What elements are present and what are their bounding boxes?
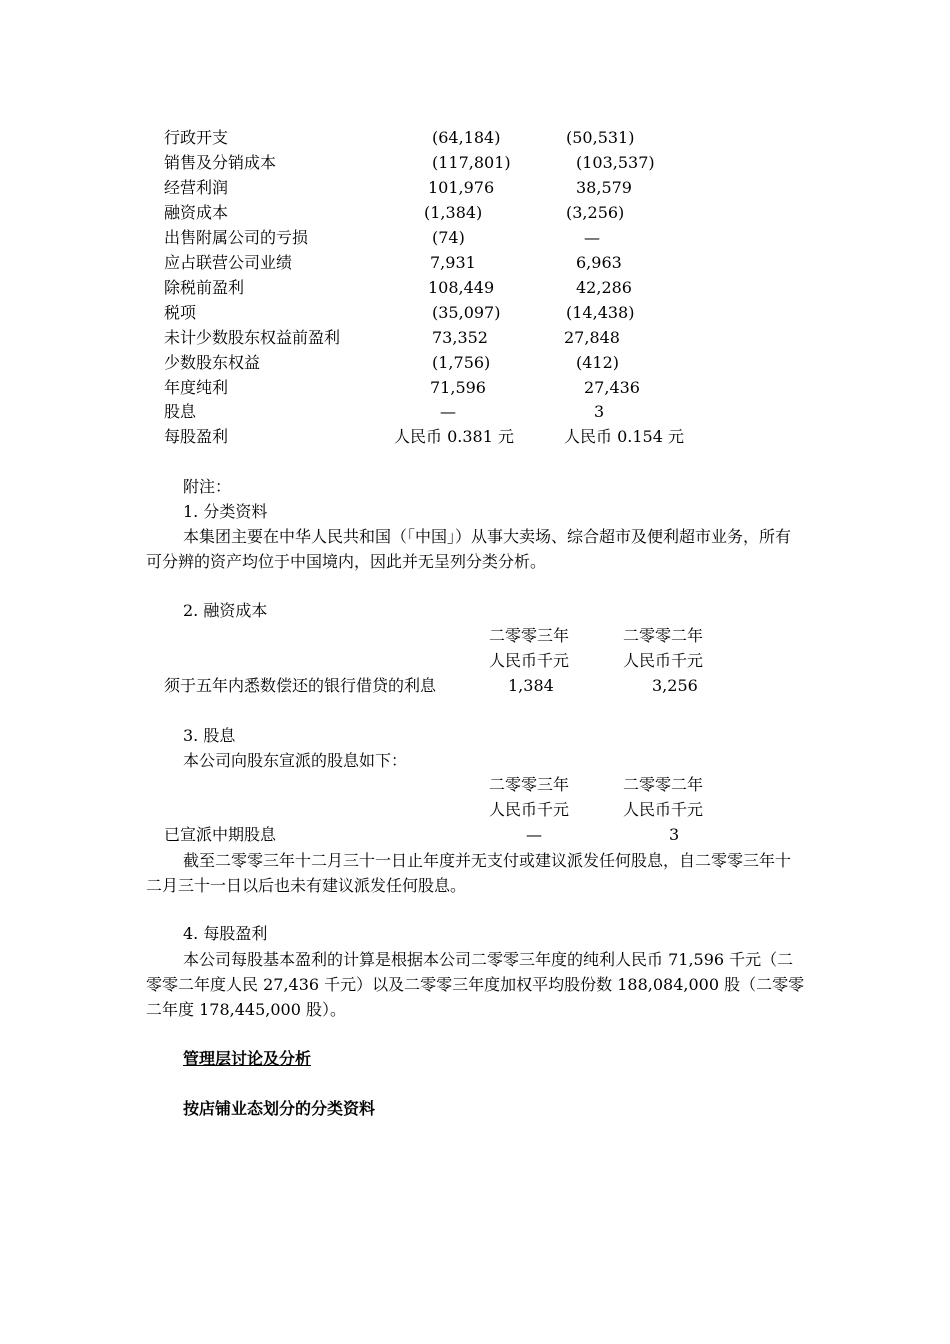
row-label-profit-before-tax: 除税前盈利 bbox=[164, 278, 245, 297]
note3-col-year-2003: 二零零三年 bbox=[489, 775, 570, 794]
row-value-2002: (50,531) bbox=[566, 128, 635, 147]
row-label-net-profit: 年度纯利 bbox=[164, 378, 229, 397]
row-value-2002: 38,579 bbox=[576, 178, 632, 197]
row-value-2002: 27,436 bbox=[584, 378, 640, 397]
row-value-2003: (1,756) bbox=[432, 353, 491, 372]
row-label-taxation: 税项 bbox=[164, 303, 197, 322]
row-label-share-of-associates: 应占联营公司业绩 bbox=[164, 253, 293, 272]
row-value-2002: (412) bbox=[576, 353, 620, 372]
note2-col-unit-2003: 人民币千元 bbox=[489, 651, 570, 670]
note3-paragraph: 截至二零零三年十二月三十一日止年度并无支付或建议派发任何股息，自二零零三年十二月三十一日以后也未有建议派发任何股息。 bbox=[146, 851, 792, 895]
row-label-minority-interests: 少数股东权益 bbox=[164, 353, 261, 372]
mdna-subtitle: 按店铺业态划分的分类资料 bbox=[183, 1099, 376, 1118]
row-value-2002: (103,537) bbox=[576, 153, 655, 172]
note2-col-year-2003: 二零零三年 bbox=[489, 626, 570, 645]
note3-value-2003: — bbox=[526, 825, 542, 844]
row-value-2003: 人民币 0.381 元 bbox=[394, 427, 514, 446]
row-value-2003: (117,801) bbox=[432, 153, 511, 172]
note3-row-label: 已宣派中期股息 bbox=[164, 825, 277, 844]
mdna-title: 管理层讨论及分析 bbox=[183, 1049, 312, 1068]
note3-col-year-2002: 二零零二年 bbox=[623, 775, 704, 794]
note3-col-unit-2002: 人民币千元 bbox=[623, 800, 704, 819]
row-value-2003: 73,352 bbox=[432, 328, 488, 347]
note3-col-unit-2003: 人民币千元 bbox=[489, 800, 570, 819]
row-value-2002: — bbox=[584, 228, 600, 247]
note3-value-2002: 3 bbox=[669, 825, 680, 844]
row-value-2003: 71,596 bbox=[430, 378, 486, 397]
row-value-2003: 101,976 bbox=[428, 178, 495, 197]
row-value-2003: 7,931 bbox=[430, 253, 476, 272]
note2-col-unit-2002: 人民币千元 bbox=[623, 651, 704, 670]
note4-paragraph: 本公司每股基本盈利的计算是根据本公司二零零三年度的纯利人民币 71,596 千元（二零零二年度人民 27,436 千元）以及二零零三年度加权平均股份数 188,084,000 股（二零零二年度 178,445,000 股）。 bbox=[146, 950, 805, 1019]
row-value-2003: (74) bbox=[432, 228, 465, 247]
row-label-loss-on-disposal: 出售附属公司的亏损 bbox=[164, 228, 309, 247]
row-label-dividends: 股息 bbox=[164, 402, 197, 421]
row-value-2003: (64,184) bbox=[432, 128, 501, 147]
row-label-finance-costs: 融资成本 bbox=[164, 203, 229, 222]
note2-heading: 2. 融资成本 bbox=[183, 601, 268, 620]
note3-intro: 本公司向股东宣派的股息如下： bbox=[183, 751, 408, 770]
row-value-2002: 3 bbox=[594, 402, 605, 421]
row-label-eps: 每股盈利 bbox=[164, 427, 229, 446]
note4-heading: 4. 每股盈利 bbox=[183, 924, 268, 943]
row-label-profit-before-minority: 未计少数股东权益前盈利 bbox=[164, 328, 341, 347]
row-value-2002: 42,286 bbox=[576, 278, 632, 297]
notes-title: 附注： bbox=[183, 477, 232, 496]
note1-paragraph: 本集团主要在中华人民共和国（「中国」）从事大卖场、综合超市及便利超市业务，所有可分辨的资产均位于中国境内，因此并无呈列分类分析。 bbox=[146, 527, 792, 571]
row-value-2002: (3,256) bbox=[566, 203, 625, 222]
row-value-2003: 108,449 bbox=[428, 278, 495, 297]
note1-heading: 1. 分类资料 bbox=[183, 502, 268, 521]
note2-value-2002: 3,256 bbox=[652, 676, 698, 695]
row-value-2003: (1,384) bbox=[424, 203, 483, 222]
row-label-admin-expenses: 行政开支 bbox=[164, 128, 229, 147]
note2-row-label: 须于五年内悉数偿还的银行借贷的利息 bbox=[164, 676, 437, 695]
row-value-2003: — bbox=[440, 402, 456, 421]
row-value-2003: (35,097) bbox=[432, 303, 501, 322]
note2-value-2003: 1,384 bbox=[508, 676, 554, 695]
note3-heading: 3. 股息 bbox=[183, 726, 236, 745]
note2-col-year-2002: 二零零二年 bbox=[623, 626, 704, 645]
row-value-2002: 6,963 bbox=[576, 253, 622, 272]
row-label-operating-profit: 经营利润 bbox=[164, 178, 229, 197]
row-value-2002: 人民币 0.154 元 bbox=[564, 427, 684, 446]
row-value-2002: 27,848 bbox=[564, 328, 620, 347]
row-label-selling-costs: 销售及分销成本 bbox=[164, 153, 277, 172]
row-value-2002: (14,438) bbox=[566, 303, 635, 322]
